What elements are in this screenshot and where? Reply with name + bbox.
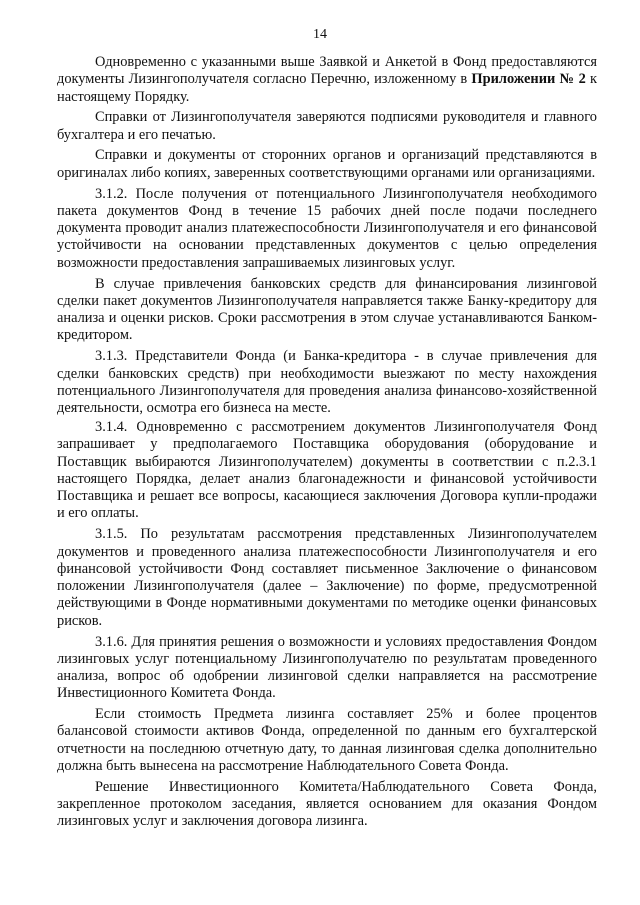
paragraph-text: Одновременно с указанными выше Заявкой и Анкетой в Фонд предоставляются документы Лизингополучателя согласно Перечню, изложенному в (57, 54, 597, 88)
paragraph-certification: Справки от Лизингополучателя заверяются подписями руководителя и главного бухгалтера и его печатью. (57, 109, 597, 143)
document-body (57, 54, 597, 834)
paragraph-decision: Решение Инвестиционного Комитета/Наблюдательного Совета Фонда, закрепленное протоколом заседания, является основанием для оказания Фондом лизинговых услуг и заключения договора лизинга. (57, 778, 597, 830)
appendix-reference: Приложении № 2 (471, 71, 586, 88)
paragraph-3-1-4: 3.1.4. Одновременно с рассмотрением документов Лизингополучателя Фонд запрашивает у предполагаемого Поставщика оборудования (оборудование и Поставщик выбираются Лизингополучателем) документы в соответствии с п.2.3.1 настоящего Порядка, делает анализ благонадежности и финансовой устойчивости Поставщика и решает все вопросы, касающиеся заключения Договора купли-продажи и его оплаты. (57, 418, 597, 522)
paragraph-3-1-2: 3.1.2. После получения от потенциального Лизингополучателя необходимого пакета документов Фонд в течение 15 рабочих дней после подачи последнего документа проводит анализ платежеспособности Лизингополучателя и его финансовой устойчивости на основании представленных документов с целью определения возможности предоставления запрашиваемых лизинговых услуг. (57, 185, 597, 271)
paragraph-text: к настоящему Порядку. (57, 71, 597, 105)
paragraph-documents-list (57, 54, 597, 106)
paragraph-third-party-docs: Справки и документы от сторонних органов и организаций представляются в оригиналах либо копиях, заверенных соответствующими органами или организациями. (57, 147, 597, 181)
paragraph-3-1-5: 3.1.5. По результатам рассмотрения представленных Лизингополучателем документов и проведенного анализа платежеспособности Лизингополучателя и его финансовой устойчивости Фонд составляет письменное Заключение о финансовом положении Лизингополучателя (далее – Заключение) по форме, предусмотренной действующими в Фонде нормативными документами по методике оценки финансовых рисков. (57, 526, 597, 629)
paragraph-3-1-3: 3.1.3. Представители Фонда (и Банка-кредитора - в случае привлечения для сделки банковских средств) при необходимости выезжают по месту нахождения потенциального Лизингополучателя для проведения анализа финансово-хозяйственной деятельности, осмотра его бизнеса на месте. (57, 348, 597, 417)
paragraph-3-1-6: 3.1.6. Для принятия решения о возможности и условиях предоставления Фондом лизинговых услуг потенциальному Лизингополучателю по результатам проведенного анализа, вопрос об одобрении лизинговой сделки направляется на рассмотрение Инвестиционного Комитета Фонда. (57, 633, 597, 702)
page-number: 14 (313, 27, 327, 42)
paragraph-bank-funds: В случае привлечения банковских средств для финансирования лизинговой сделки пакет документов Лизингополучателя направляется также Банку-кредитору для анализа и оценки рисков. Сроки рассмотрения в этом случае устанавливаются Банком-кредитором. (57, 275, 597, 344)
paragraph-supervisory-board: Если стоимость Предмета лизинга составляет 25% и более процентов балансовой стоимости активов Фонда, определенной по данным его бухгалтерской отчетности на последнюю отчетную дату, то данная лизинговая сделка дополнительно должна быть вынесена на рассмотрение Наблюдательного Совета Фонда. (57, 706, 597, 775)
